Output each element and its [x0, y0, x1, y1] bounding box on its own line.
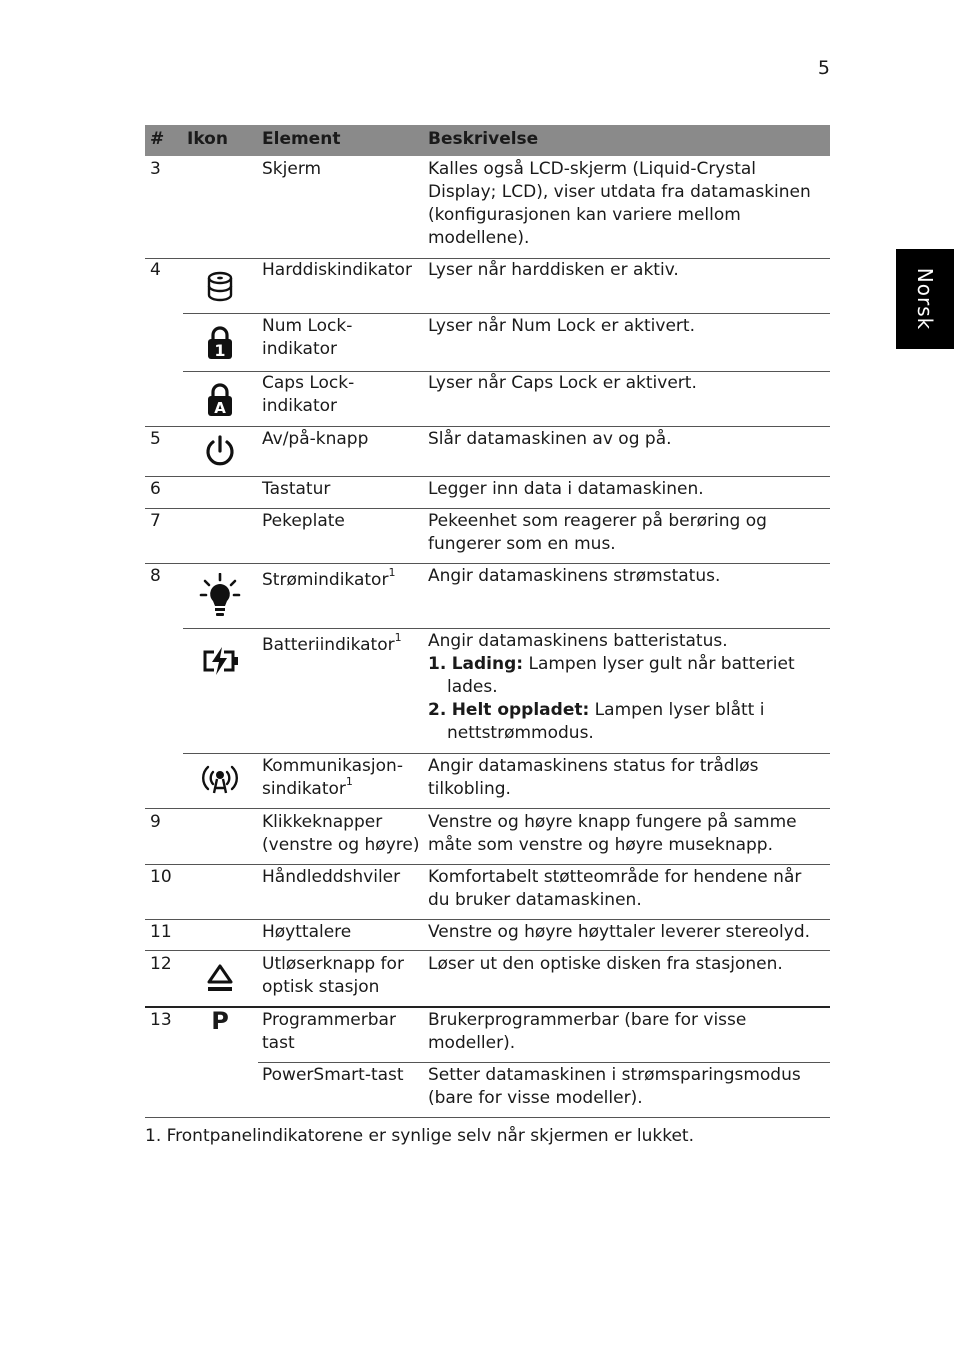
element-description: Kalles også LCD-skjerm (Liquid-Crystal Display; LCD), viser utdata fra datamaskinen (konfigurasjonen kan variere mellom modellene).	[428, 159, 811, 248]
row-number: 6	[150, 479, 161, 499]
element-name-text: Batteriindikator	[262, 635, 395, 655]
row-divider	[145, 950, 830, 951]
row-divider	[145, 1006, 830, 1008]
row-divider	[145, 508, 830, 509]
element-description: Lyser når Caps Lock er aktivert.	[428, 373, 697, 393]
row-divider	[145, 426, 830, 427]
element-description: Slår datamaskinen av og på.	[428, 429, 672, 449]
caps-lock-icon	[198, 378, 242, 422]
element-description: Setter datamaskinen i strømsparingsmodus (bare for visse modeller).	[428, 1065, 801, 1108]
list-index: 2.	[428, 700, 447, 720]
svg-text:1: 1	[214, 341, 226, 360]
table-header	[145, 125, 830, 156]
row-divider	[183, 628, 830, 629]
list-text: Lampen lyser gult når batteriet lades.	[447, 654, 795, 697]
row-divider	[145, 563, 830, 564]
row-number: 5	[150, 429, 161, 449]
footnote-ref: 1	[345, 775, 353, 789]
element-name: PowerSmart-tast	[262, 1065, 404, 1085]
row-divider	[183, 313, 830, 314]
element-description: Brukerprogrammerbar (bare for visse modeller).	[428, 1010, 747, 1053]
row-number: 9	[150, 812, 161, 832]
element-description: Lyser når Num Lock er aktivert.	[428, 316, 695, 336]
element-name: Pekeplate	[262, 511, 345, 531]
element-name: Av/på-knapp	[262, 429, 369, 449]
element-description: Venstre og høyre høyttaler leverer stereolyd.	[428, 922, 811, 942]
list-label: Helt oppladet:	[451, 700, 590, 720]
header-num: #	[150, 129, 165, 149]
row-number: 12	[150, 954, 172, 974]
power-indicator-icon	[198, 574, 242, 618]
list-item	[428, 699, 828, 745]
element-name	[262, 566, 424, 592]
element-description: Løser ut den optiske disken fra stasjonen.	[428, 954, 783, 974]
element-name	[262, 755, 420, 801]
page-number: 5	[817, 57, 830, 79]
row-divider	[145, 864, 830, 865]
row-number: 4	[150, 260, 161, 280]
element-name-text: Kommunikasjon-sindikator	[262, 756, 403, 799]
element-name: Klikkeknapper (venstre og høyre)	[262, 812, 420, 855]
element-name-text: Strømindikator	[262, 570, 389, 590]
footnote-ref: 1	[394, 631, 402, 645]
element-name: Num Lock-indikator	[262, 316, 353, 359]
element-name: Harddiskindikator	[262, 260, 412, 280]
eject-icon	[198, 957, 242, 1001]
list-index: 1.	[428, 654, 447, 674]
element-description: Legger inn data i datamaskinen.	[428, 479, 704, 499]
row-number: 13	[150, 1010, 172, 1030]
header-description: Beskrivelse	[428, 129, 539, 149]
row-number: 10	[150, 867, 172, 887]
row-divider	[145, 476, 830, 477]
footnote-ref: 1	[388, 566, 396, 580]
row-number: 3	[150, 159, 161, 179]
hdd-icon	[198, 265, 242, 309]
element-name: Programmerbar tast	[262, 1010, 396, 1053]
row-divider	[145, 808, 830, 809]
element-name: Caps Lock-indikator	[262, 373, 355, 416]
element-name: Utløserknapp for optisk stasjon	[262, 954, 404, 997]
num-lock-icon	[198, 321, 242, 365]
element-name: Skjerm	[262, 159, 322, 179]
p-key-icon: P	[211, 1007, 229, 1035]
row-number: 11	[150, 922, 172, 942]
header-element: Element	[262, 129, 341, 149]
element-description: Lyser når harddisken er aktiv.	[428, 260, 679, 280]
element-description: Venstre og høyre knapp fungere på samme måte som venstre og høyre museknapp.	[428, 812, 797, 855]
element-name: Tastatur	[262, 479, 331, 499]
row-number: 7	[150, 511, 161, 531]
element-name: Høyttalere	[262, 922, 352, 942]
element-name	[262, 631, 424, 657]
element-description: Angir datamaskinens status for trådløs tilkobling.	[428, 756, 759, 799]
row-divider	[258, 1062, 830, 1063]
list-label: Lading:	[451, 654, 524, 674]
element-name: Håndleddshviler	[262, 867, 401, 887]
header-icon: Ikon	[187, 129, 228, 149]
row-divider	[183, 753, 830, 754]
element-description: Pekeenhet som reagerer på berøring og fungerer som en mus.	[428, 511, 767, 554]
footnote: 1. Frontpanelindikatorene er synlige selv når skjermen er lukket.	[145, 1126, 695, 1146]
row-number: 8	[150, 566, 161, 586]
list-text: Lampen lyser blått i nettstrømmodus.	[447, 700, 765, 743]
table-bottom-border	[145, 1117, 830, 1118]
battery-icon	[198, 639, 242, 683]
element-description: Komfortabelt støtteområde for hendene når du bruker datamaskinen.	[428, 867, 802, 910]
power-icon	[198, 429, 242, 473]
wireless-icon	[198, 756, 242, 800]
list-item	[428, 653, 828, 699]
element-description	[428, 630, 828, 745]
svg-text:A: A	[214, 399, 226, 417]
description-text: Angir datamaskinens batteristatus.	[428, 631, 728, 651]
language-tab-label: Norsk	[913, 267, 938, 331]
element-description: Angir datamaskinens strømstatus.	[428, 566, 721, 586]
language-tab	[896, 249, 954, 349]
row-divider	[145, 919, 830, 920]
